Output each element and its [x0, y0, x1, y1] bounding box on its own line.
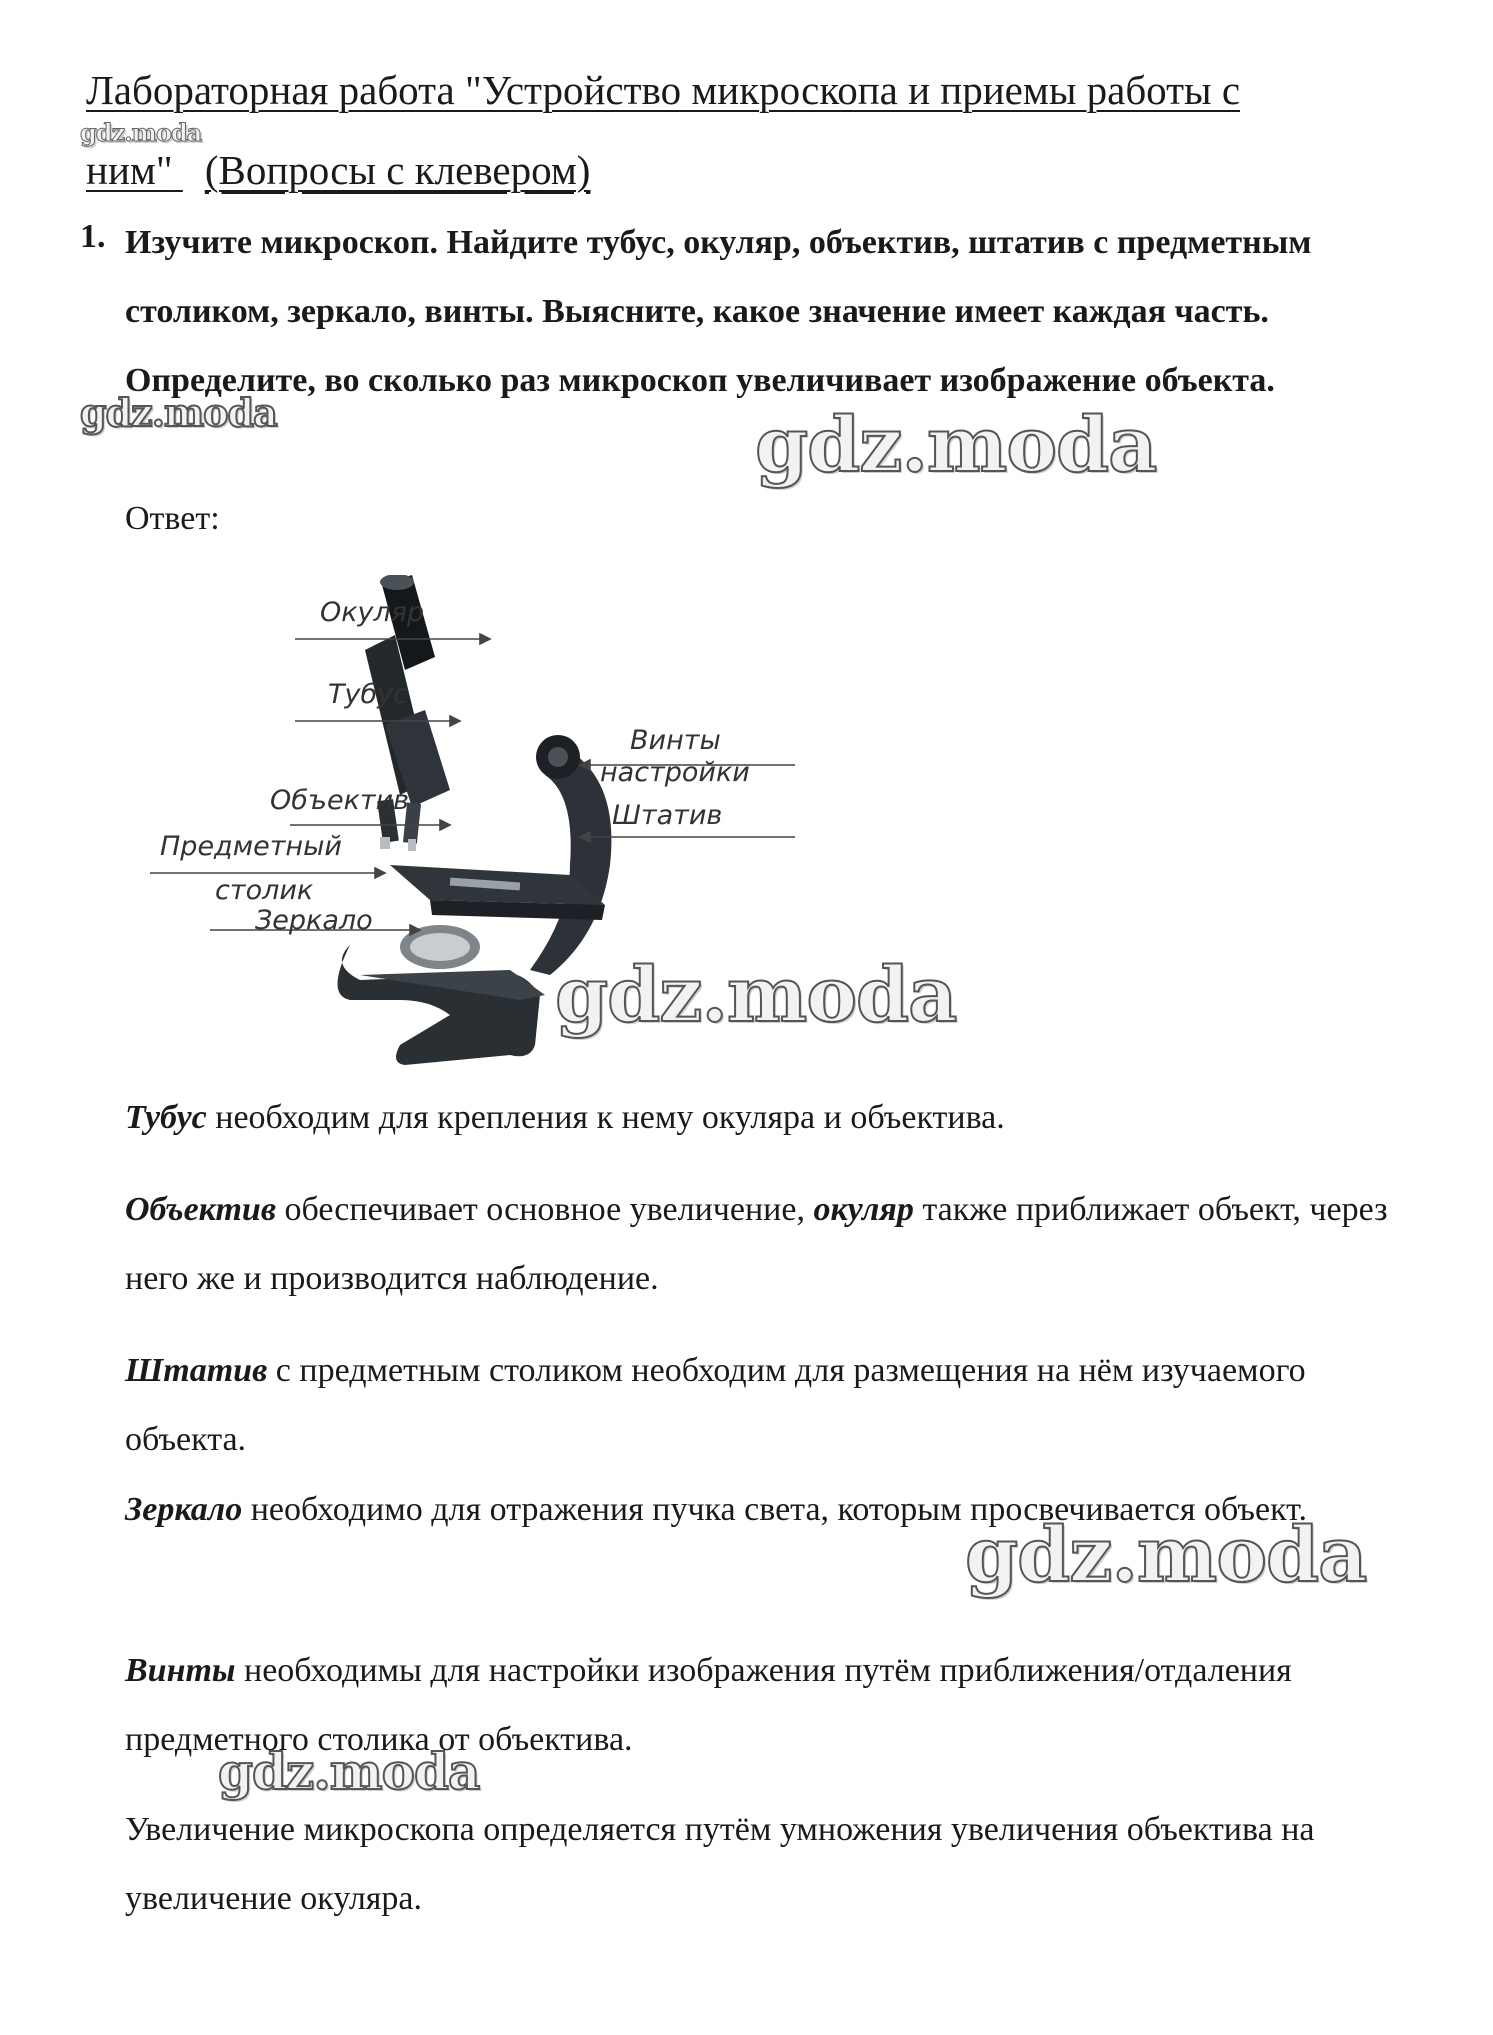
paragraph-stand-text: с предметным столиком необходим для размещения на нём изучаемого объекта.: [125, 1352, 1306, 1458]
paragraph-objective: [125, 1175, 1425, 1313]
paragraph-magnification-text: Увеличение микроскопа определяется путём умножения увеличения объектива на увеличение окуляра.: [125, 1811, 1315, 1917]
label-stage-line-1: Предметный: [160, 831, 342, 862]
watermark-logo: gdz.moda: [555, 950, 957, 1039]
term-objective: Объектив: [125, 1191, 277, 1228]
paragraph-tube: [125, 1083, 1425, 1152]
label-eyepiece: Окуляр: [320, 597, 425, 628]
question-text: Изучите микроскоп. Найдите тубус, окуляр, объектив, штатив с предметным столиком, зеркало, винты. Выясните, какое значение имеет каждая часть. Определите, во сколько раз микроскоп увеличивает изображение объекта.: [125, 224, 1312, 399]
page-title-line-1: Лабораторная работа "Устройство микроскопа и приемы работы с: [86, 67, 1241, 113]
paragraph-objective-text-2: также приближает объект, через него же и производится наблюдение.: [125, 1191, 1388, 1297]
page-title-line-2: [86, 147, 591, 193]
page-title-underlined-part: ним": [86, 147, 173, 193]
label-stand: Штатив: [612, 800, 723, 831]
paragraph-objective-text: обеспечивает основное увеличение,: [276, 1191, 814, 1228]
term-stand: Штатив: [125, 1352, 268, 1389]
paragraph-magnification: [125, 1795, 1425, 1933]
paragraph-stand: [125, 1336, 1425, 1474]
label-tube: Тубус: [328, 679, 408, 710]
watermark-logo: gdz.moda: [218, 1742, 480, 1801]
paragraph-tube-text: необходим для крепления к нему окуляра и объектива.: [206, 1099, 1005, 1136]
label-screws-line-1: Винты: [630, 725, 721, 756]
label-stage-line-2: столик: [215, 875, 314, 906]
watermark-logo: gdz.moda: [80, 390, 277, 435]
label-screws-line-2: настройки: [600, 757, 750, 788]
paragraph-mirror-text: необходимо для отражения пучка света, которым просвечивается объект.: [242, 1491, 1307, 1528]
question-number: 1.: [80, 218, 106, 255]
label-objective: Объектив: [270, 785, 410, 816]
paragraph-screws-text: необходимы для настройки изображения путём приближения/отдаления предметного столика от объектива.: [125, 1652, 1292, 1758]
page-title-subtitle: (Вопросы с клевером): [204, 147, 591, 193]
term-screws: Винты: [125, 1652, 236, 1689]
term-eyepiece: окуляр: [813, 1191, 914, 1228]
watermark-logo: gdz.moda: [755, 400, 1157, 489]
watermark-logo: gdz.moda: [965, 1510, 1367, 1599]
term-mirror: Зеркало: [125, 1491, 243, 1528]
term-tube: Тубус: [125, 1099, 207, 1136]
label-mirror: Зеркало: [255, 905, 373, 936]
watermark-logo: gdz.moda: [80, 118, 202, 147]
answer-label: Ответ:: [125, 500, 220, 537]
